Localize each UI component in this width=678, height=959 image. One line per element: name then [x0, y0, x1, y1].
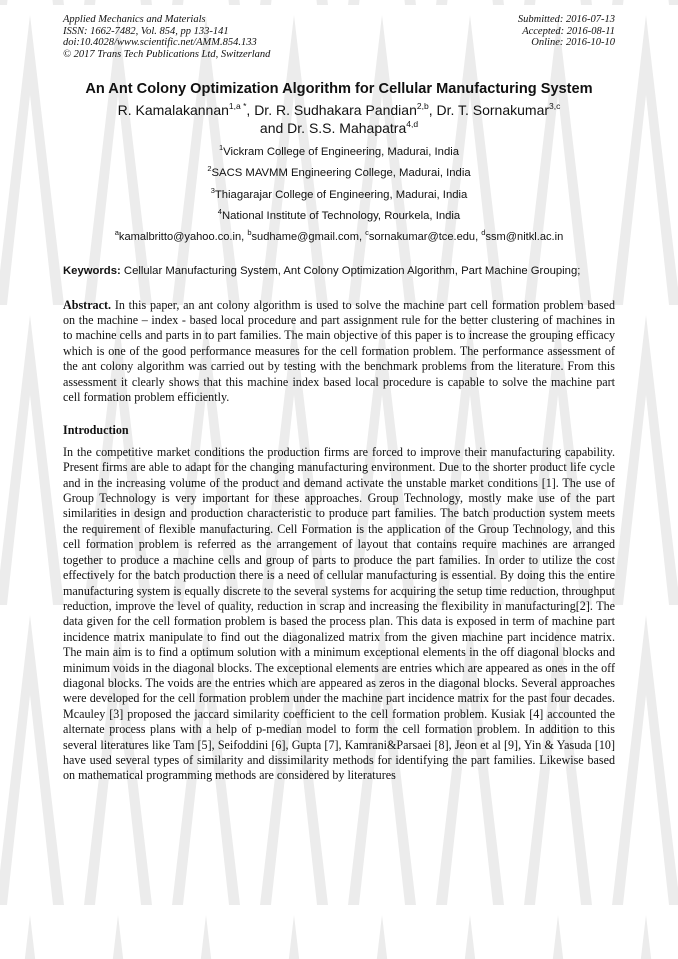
- keywords-text: Cellular Manufacturing System, Ant Colony Optimization Algorithm, Part Machine Grouping;: [120, 265, 581, 278]
- affiliation-sup: 2: [207, 164, 212, 174]
- keywords-label: Keywords:: [63, 265, 121, 278]
- author-name: R. Kamalakannan: [117, 102, 229, 118]
- page-header: [63, 14, 615, 66]
- affiliation: [63, 163, 615, 184]
- affiliation-sup: 3: [210, 185, 215, 195]
- email-sup: a: [114, 228, 119, 238]
- author-name: , Dr. R. Sudhakara Pandian: [246, 102, 417, 118]
- date-submitted: Submitted: 2016-07-13: [517, 14, 615, 25]
- abstract-text: In this paper, an ant colony algorithm is used to solve the machine part cell formation problem based on the machine – index - based local procedure and part assignment rule for the better clustering of machines in to machine cells and parts in to part families. The main objective of this paper is to increase the grouping efficacy which is one of the good performance measures for the cell formation problem. The performance assessment of the ant colony algorithm was carried out by testing with the benchmark problems from the literature. From this assessment it clearly shows that this machine index based local procedure is capable to solve the machine part cell formation problem efficiently.: [63, 297, 615, 405]
- author-list: [63, 101, 615, 137]
- journal-issn: ISSN: 1662-7482, Vol. 854, pp 133-141: [63, 25, 229, 37]
- affiliation: [63, 185, 615, 206]
- affiliation-list: [63, 142, 615, 227]
- email-sup: c: [365, 228, 369, 238]
- introduction-body: In the competitive market conditions the production firms are forced to improve their manufacturing capability. Present firms are able to adapt for the changing manufacturing environment. Due to the shorter product life cycle and in the increasing volume of the product and demand activate the unstable market conditions [1]. The use of Group Technology is very important for these approaches. Group Technology, mostly make use of the part similarities in design and production characteristic to produce part families. The batch production system meets the requirement of flexible manufacturing. Cell Formation is the application of the Group Technology, and this cell formation problem is referred as the arrangement of layout that contains require machines are arranged together to produce a machine cells and group of parts to produce the part families. In order to utilize the cost effectively for the batch production there is a need of cellular manufacturing is essential. By doing this the entire manufacturing system is equally discrete to the several systems for acquiring the setup time reduction, throughput reduction, improve the level of quality, reduction in scrap and increasing the flexibility in manufacturing[2]. The data given for the cell formation problem is based the process plan. This data is exposed in term of machine part incidence matrix manipulate to find out the diagonalized matrix from the given machine part incidence matrix. The main aim is to find a optimum solution with a minimum exceptional elements in the off diagonal blocks and minimum voids in the diagonal blocks. The exceptional elements are entries which are appeared as ones in the off diagonal blocks. The voids are the entries which are appeared as zeros in the diagonal blocks. Several approaches were developed for the cell formation problem under the machine part incidence matrix for the past four decades. Mcauley [3] proposed the jaccard similarity coefficient to the cell formation problem. Kusiak [4] accounted the alternate process plans with a help of p-median model to form the cell formation problem. In addition to this several literatures like Tam [5], Seifoddini [6], Gupta [7], Kamrani&Parsaei [8], Jeon et al [9], Yin & Yasuda [10] have used several types of similarity and dissimilarity methods for identifying the part families. Likewise based on mathematical programming methods are considered by literatures: [63, 444, 615, 783]
- author-name: and Dr. S.S. Mahapatra: [259, 120, 407, 136]
- affiliation-text: National Institute of Technology, Rourkela, India: [221, 209, 461, 222]
- journal-name: Applied Mechanics and Materials: [63, 14, 206, 25]
- email-link[interactable]: kamalbritto@yahoo.co.in,: [118, 231, 248, 244]
- journal-doi: doi:10.4028/www.scientific.net/AMM.854.133: [63, 37, 257, 49]
- email-sup: b: [247, 228, 252, 238]
- date-online: Online: 2016-10-10: [531, 37, 615, 49]
- abstract: [63, 298, 615, 406]
- affiliation: [63, 142, 615, 163]
- author-affil-sup: 4,d: [406, 119, 419, 129]
- email-link[interactable]: ssm@nitkl.ac.in: [485, 231, 564, 244]
- section-heading-introduction: Introduction: [63, 423, 129, 438]
- affiliation: [63, 206, 615, 227]
- affiliation-text: SACS MAVMM Engineering College, Madurai, India: [211, 167, 471, 180]
- affiliation-sup: 1: [218, 143, 224, 152]
- journal-copyright: © 2017 Trans Tech Publications Ltd, Switzerland: [63, 48, 271, 60]
- affiliation-text: Vickram College of Engineering, Madurai, India: [223, 146, 460, 158]
- author-affil-sup: 1,a *: [228, 101, 247, 111]
- abstract-label: Abstract.: [63, 297, 112, 312]
- author-affil-sup: 2,b: [416, 101, 429, 111]
- journal-info: [63, 14, 270, 60]
- author-name: , Dr. T. Sornakumar: [428, 102, 550, 118]
- affiliation-sup: 4: [217, 206, 222, 216]
- paper-title: An Ant Colony Optimization Algorithm for Cellular Manufacturing System: [85, 81, 593, 97]
- affiliation-text: Thiagarajar College of Engineering, Madurai, India: [214, 188, 468, 201]
- email-sup: d: [481, 228, 486, 238]
- publication-dates: [518, 14, 615, 49]
- paper-page: [63, 14, 615, 784]
- email-link[interactable]: sornakumar@tce.edu,: [368, 231, 482, 244]
- date-accepted: Accepted: 2016-08-11: [522, 25, 615, 37]
- keywords: [63, 264, 615, 279]
- author-affil-sup: 3,c: [549, 101, 561, 111]
- author-emails: [63, 227, 615, 248]
- email-link[interactable]: sudhame@gmail.com,: [251, 231, 366, 244]
